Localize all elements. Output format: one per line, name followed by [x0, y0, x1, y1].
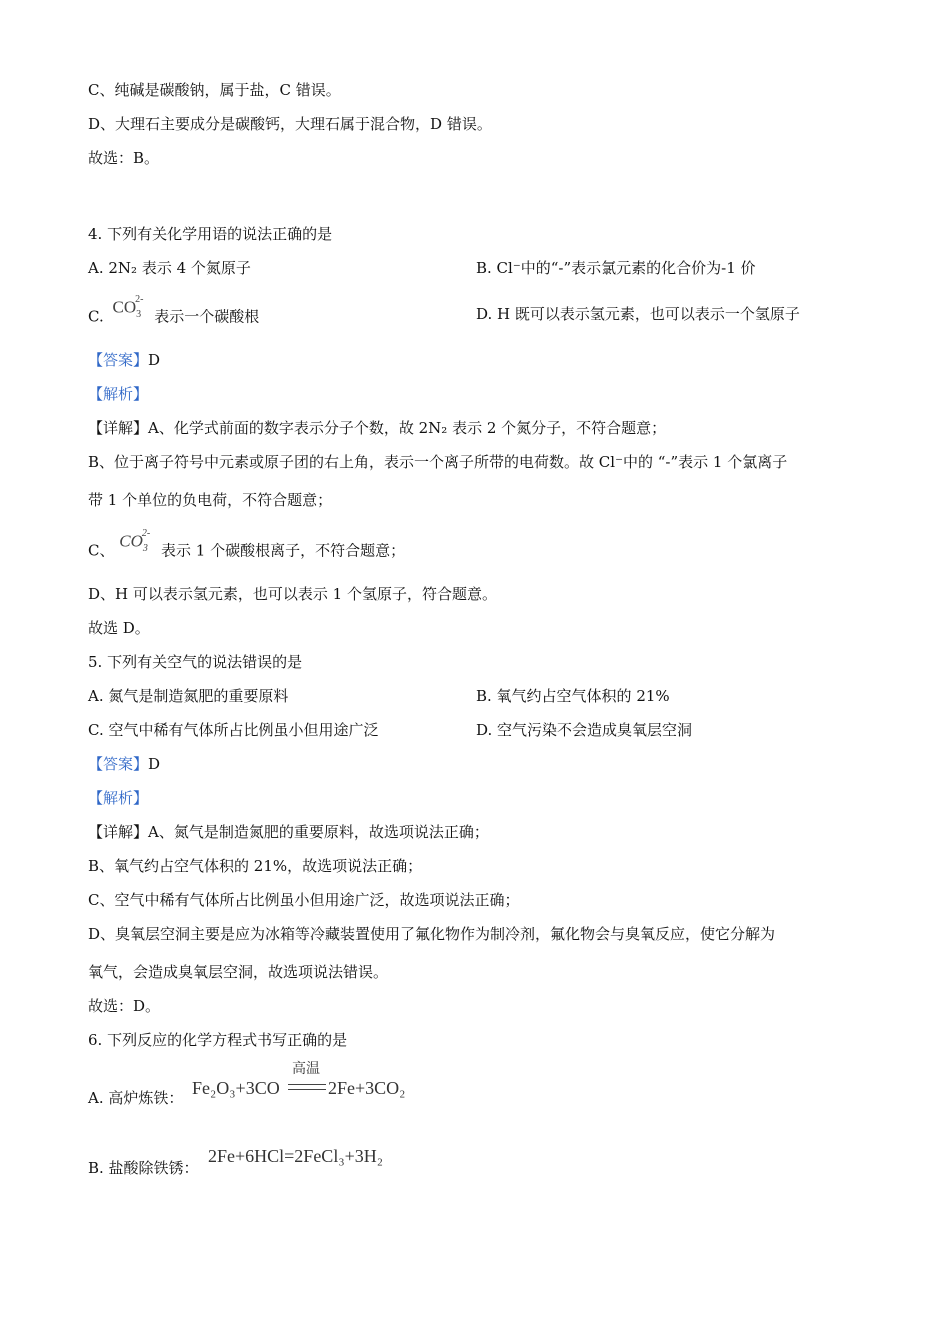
option-a: A. 氮气是制造氮肥的重要原料: [88, 687, 289, 705]
text-line: 氧气，会造成臭氧层空洞，故选项说法错误。: [88, 963, 389, 981]
text-line: D、臭氧层空洞主要是应为冰箱等冷藏装置使用了氟化物作为制冷剂，氟化物会与臭氧反应，使它分解为: [88, 925, 776, 943]
option-d: D. 空气污染不会造成臭氧层空洞: [476, 721, 693, 739]
text-line: D、大理石主要成分是碳酸钙，大理石属于混合物，D 错误。: [88, 115, 492, 133]
option-a-label: A. 高炉炼铁：: [88, 1089, 184, 1107]
text-line: B、氧气约占空气体积的 21%，故选项说法正确；: [88, 857, 423, 875]
carbonate-formula: [119, 528, 156, 559]
option-c-text: 表示一个碳酸根: [154, 307, 260, 326]
answer-value: D: [148, 755, 161, 773]
option-b-label: B. 盐酸除铁锈：: [88, 1159, 199, 1177]
question-5: 5. 下列有关空气的说法错误的是: [88, 653, 303, 671]
detail-c-text: 表示 1 个碳酸根离子，不符合题意；: [161, 541, 406, 560]
text-line: C、空气中稀有气体所占比例虽小但用途广泛，故选项说法正确；: [88, 891, 520, 909]
detail-c-prefix: C、: [88, 541, 115, 560]
formula-base: CO: [112, 297, 137, 317]
text-line: D、H 可以表示氢元素，也可以表示 1 个氢原子，符合题意。: [88, 585, 497, 603]
text-line: 故选 D。: [88, 619, 150, 637]
answer-line: [88, 754, 160, 774]
formula-sup: 2-: [135, 294, 144, 305]
option-c: [88, 294, 260, 333]
text-line: 故选：D。: [88, 997, 161, 1015]
text-line: 带 1 个单位的负电荷，不符合题意；: [88, 491, 333, 509]
option-d: D. H 既可以表示氢元素，也可以表示一个氢原子: [476, 305, 800, 323]
option-b: B. 氧气约占空气体积的 21%: [476, 687, 670, 705]
option-c-prefix: C.: [88, 307, 104, 326]
detail-line: [88, 822, 489, 842]
text-line: C、纯碱是碳酸钠，属于盐，C 错误。: [88, 81, 341, 99]
detail-c-line: [88, 528, 406, 567]
reaction-condition: 高温: [292, 1061, 320, 1077]
equation-right: 2Fe+3CO₂: [328, 1078, 406, 1098]
question-4: 4. 下列有关化学用语的说法正确的是: [88, 225, 333, 243]
option-a: A. 2N₂ 表示 4 个氮原子: [88, 259, 251, 277]
answer-tag: 【答案】: [88, 755, 149, 773]
formula-base: CO: [119, 531, 143, 551]
analysis-tag: 【解析】: [88, 385, 149, 403]
option-b: B. Cl⁻中的“-”表示氯元素的化合价为-1 价: [476, 259, 756, 277]
carbonate-formula: [113, 294, 150, 325]
question-6: 6. 下列反应的化学方程式书写正确的是: [88, 1031, 348, 1049]
answer-line: [88, 350, 160, 370]
equals-sign: [288, 1084, 326, 1090]
detail-text: A、氮气是制造氮肥的重要原料，故选项说法正确；: [148, 823, 489, 841]
answer-value: D: [148, 351, 161, 369]
text-line: B、位于离子符号中元素或原子团的右上角，表示一个离子所带的电荷数。故 Cl⁻中的 “-”表示 1 个氯离子: [88, 453, 788, 471]
option-c: C. 空气中稀有气体所占比例虽小但用途广泛: [88, 721, 379, 739]
answer-tag: 【答案】: [88, 351, 149, 369]
equation: 2Fe+6HCl=2FeCl₃+3H₂: [208, 1146, 384, 1166]
formula-sub: 3: [142, 543, 148, 555]
text-line: 故选：B。: [88, 149, 160, 167]
detail-tag: 【详解】: [88, 419, 149, 437]
detail-tag: 【详解】: [88, 823, 149, 841]
detail-line: [88, 418, 666, 438]
detail-text: A、化学式前面的数字表示分子个数，故 2N₂ 表示 2 个氮分子，不符合题意；: [148, 419, 667, 437]
analysis-tag: 【解析】: [88, 789, 149, 807]
formula-sup: 2-: [141, 528, 151, 539]
equation-left: Fe₂O₃+3CO: [192, 1078, 280, 1098]
formula-sub: 3: [136, 309, 142, 321]
